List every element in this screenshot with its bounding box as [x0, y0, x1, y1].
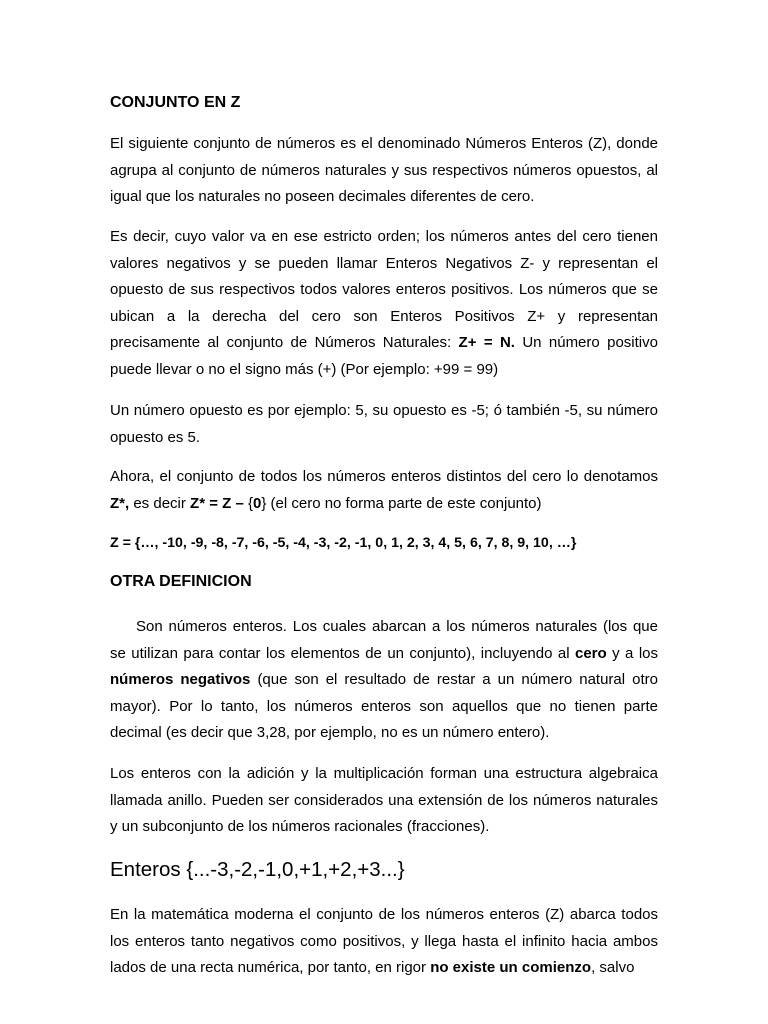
text-span: , salvo [591, 959, 635, 977]
paragraph-intro: El siguiente conjunto de números es el denominado Números Enteros (Z), donde agrupa al conjunto de números naturales y sus respectivos números opuestos, al igual que los naturales no poseen decimales diferentes de cero. [110, 135, 658, 206]
section-heading-conjunto-en-z: CONJUNTO EN Z [110, 94, 241, 111]
text-span: Un número positivo puede llevar o no el signo más (+) (Por ejemplo: +99 = 99) [110, 334, 658, 378]
paragraph-z-star [110, 464, 658, 517]
paragraph-anillo: Los enteros con la adición y la multiplicación forman una estructura algebraica llamada anillo. Pueden ser considerados una extensión de los números naturales y un subconjunto de los números racionales (fracciones). [110, 765, 658, 836]
text-span: y a los [606, 644, 658, 662]
bold-text-z-plus-n: Z+ = N. [458, 334, 515, 352]
bold-text-numeros-negativos: números negativos [110, 671, 251, 689]
text-span: Es decir, cuyo valor va en ese estricto orden; los números antes del cero tienen valores negativos y se pueden llamar Enteros Negativos Z- y representan el opuesto de sus respectivos todos valores enteros positivos. Los números que se ubican a la derecha del cero son Enteros Positivos Z+ y representan precisamente al conjunto de Números Naturales: [110, 228, 658, 352]
paragraph-es-decir [110, 224, 658, 384]
text-span: } (el cero no forma parte de este conjunto) [261, 494, 542, 512]
z-set-line: Z = {…, -10, -9, -8, -7, -6, -5, -4, -3, -2, -1, 0, 1, 2, 3, 4, 5, 6, 7, 8, 9, 10, …} [110, 535, 577, 551]
paragraph-otra-definicion [110, 614, 658, 747]
section-heading-otra-definicion: OTRA DEFINICION [110, 573, 252, 590]
paragraph-matematica-moderna [110, 902, 658, 982]
text-span: { [243, 494, 253, 512]
bold-text-zero: 0 [253, 494, 262, 512]
text-span: Son números enteros. Los cuales abarcan a los números naturales (los que se utilizan para contar los elementos de un conjunto), incluyendo al [110, 618, 658, 662]
bold-text-cero: cero [575, 644, 607, 662]
bold-text-z-star: Z*, [110, 494, 130, 512]
paragraph-opuesto: Un número opuesto es por ejemplo: 5, su opuesto es -5; ó también -5, su número opuesto es 5. [110, 402, 658, 446]
text-span: En la matemática moderna el conjunto de los números enteros (Z) abarca todos los enteros tanto negativos como positivos, y llega hasta el infinito hacia ambos lados de una recta numérica, por tanto, en rigor [110, 906, 658, 977]
text-span: Ahora, el conjunto de todos los números enteros distintos del cero lo denotamos [110, 468, 658, 485]
bold-text-z-star-eq: Z* = Z – [190, 494, 244, 512]
bold-text-no-existe-un-comienzo: no existe un comienzo [430, 959, 592, 977]
enteros-heading: Enteros {...-3,-2,-1,0,+1,+2,+3...} [110, 858, 405, 881]
text-span: es decir [129, 494, 191, 512]
text-span: (que son el resultado de restar a un número natural otro mayor). Por lo tanto, los números enteros son aquellos que no tienen parte decimal (es decir que 3,28, por ejemplo, no es un número entero). [110, 671, 658, 742]
